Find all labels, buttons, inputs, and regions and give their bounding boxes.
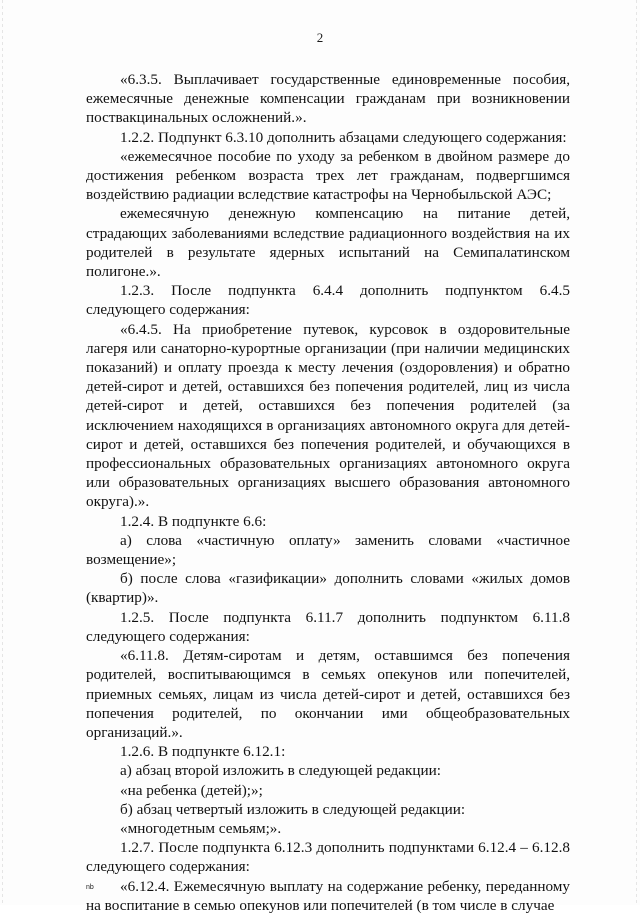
paragraph: а) абзац второй изложить в следующей редакции: [120, 762, 442, 780]
page-number: 2 [316, 30, 324, 45]
paragraph: а) слова «частичную оплату» заменить словами «частичное возмещение»; [86, 531, 570, 569]
paragraph: ежемесячную денежную компенсацию на питание детей, страдающих заболеваниями вследствие радиационного воздействия на их родителей в результате ядерных испытаний на Семипалатинском полигоне.». [86, 205, 570, 281]
paragraph: б) абзац четвертый изложить в следующей редакции: [120, 800, 466, 818]
document-body [86, 70, 570, 915]
paragraph: «6.3.5. Выплачивает государственные единовременные пособия, ежемесячные денежные компенсации гражданам при возникновении поствакцинальных осложнений.». [86, 71, 570, 127]
paragraph: «6.11.8. Детям-сиротам и детям, оставшимся без попечения родителей, воспитывающимся в семьях опекунов или попечителей, приемных семьях, лицам из числа детей-сирот и детей, оставшихся без попечения родителей, по окончании ими общеобразовательных организаций.». [86, 647, 570, 741]
paragraph: 1.2.7. После подпункта 6.12.3 дополнить подпунктами 6.12.4 – 6.12.8 следующего содержания: [86, 839, 570, 876]
paragraph: «на ребенка (детей);»; [120, 781, 263, 799]
scan-edge-right [636, 0, 637, 905]
paragraph: «6.12.4. Ежемесячную выплату на содержание ребенку, переданному на воспитание в семью опекунов или попечителей (в том числе в случае [86, 877, 570, 914]
paragraph: 1.2.5. После подпункта 6.11.7 дополнить подпунктом 6.11.8 следующего содержания: [86, 608, 570, 645]
scan-edge-left [2, 0, 3, 905]
paragraph: б) после слова «газификации» дополнить словами «жилых домов (квартир)». [86, 570, 570, 607]
paragraph: «многодетным семьям;». [120, 819, 282, 837]
paragraph: 1.2.6. В подпункте 6.12.1: [120, 743, 286, 761]
paragraph: 1.2.3. После подпункта 6.4.4 дополнить подпунктом 6.4.5 следующего содержания: [86, 282, 570, 319]
paragraph: «6.4.5. На приобретение путевок, курсовок в оздоровительные лагеря или санаторно-курортные организации (при наличии медицинских показаний) и оплату проезда к месту лечения (оздоровления) и обратно детей-сирот и детей, оставшихся без попечения родителей, лиц из числа детей-сирот и детей, оставшихся без попечения родителей (за исключением находящихся в организациях автономного округа для детей-сирот и детей, оставшихся без попечения родителей, и обучающихся в профессиональных образовательных организациях автономного округа или образовательных организациях высшего образования автономного округа).». [86, 320, 570, 511]
paragraph: 1.2.2. Подпункт 6.3.10 дополнить абзацами следующего содержания: [120, 128, 567, 146]
paragraph: «ежемесячное пособие по уходу за ребенком в двойном размере до достижения ребенком возраста трех лет гражданам, подвергшимся воздействию радиации вследствие катастрофы на Чернобыльской АЭС; [86, 147, 570, 204]
footer-mark: nb [86, 884, 94, 891]
paragraph: 1.2.4. В подпункте 6.6: [120, 512, 267, 530]
